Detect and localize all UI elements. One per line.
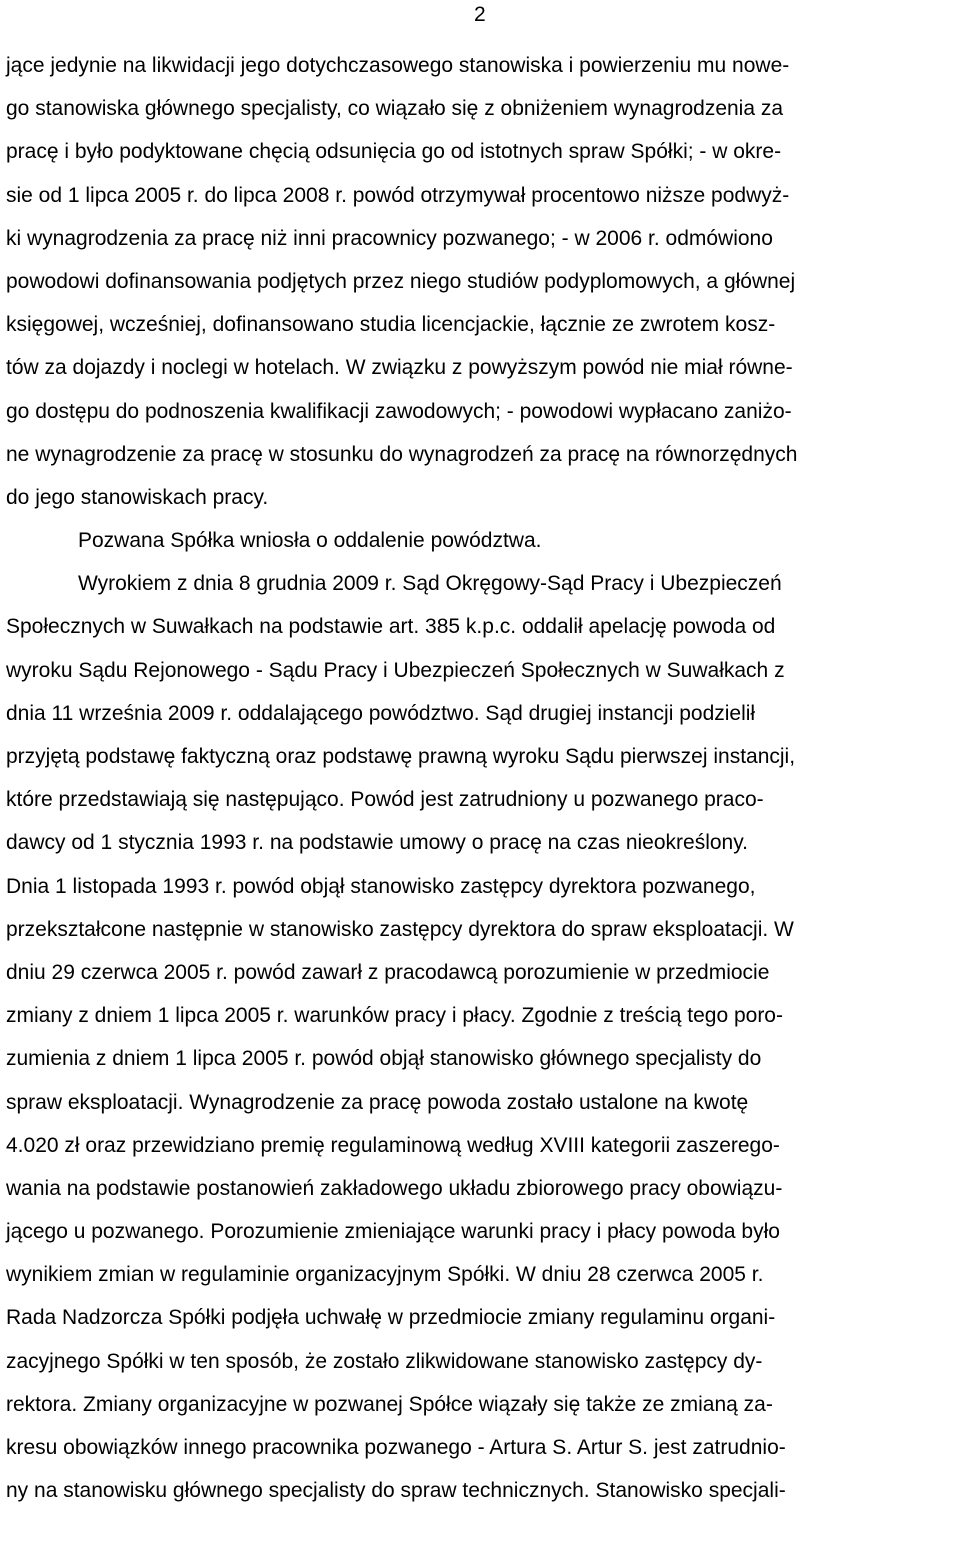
text-line: dnia 11 września 2009 r. oddalającego powództwo. Sąd drugiej instancji podzielił <box>6 701 756 725</box>
page-number: 2 <box>474 3 486 26</box>
text-line: przyjętą podstawę faktyczną oraz podstawę prawną wyroku Sądu pierwszej instancji, <box>6 745 796 768</box>
text-line: zmiany z dniem 1 lipca 2005 r. warunków pracy i płacy. Zgodnie z treścią tego poro- <box>6 1004 783 1028</box>
text-line: do jego stanowiskach pracy. <box>6 485 269 509</box>
text-line: pracę i było podyktowane chęcią odsunięcia go od istotnych spraw Spółki; - w okre- <box>6 140 782 164</box>
text-line: Dnia 1 listopada 1993 r. powód objął stanowisko zastępcy dyrektora pozwanego, <box>6 874 756 898</box>
text-line: wania na podstawie postanowień zakładowego układu zbiorowego pracy obowiązu- <box>6 1176 783 1200</box>
text-line: Pozwana Spółka wniosła o oddalenie powództwa. <box>78 529 542 553</box>
text-line: jącego u pozwanego. Porozumienie zmieniające warunki pracy i płacy powoda było <box>6 1220 780 1244</box>
text-line: księgowej, wcześniej, dofinansowano studia licencjackie, łącznie ze zwrotem kosz- <box>6 313 776 337</box>
text-line: go stanowiska głównego specjalisty, co wiązało się z obniżeniem wynagrodzenia za <box>6 97 784 121</box>
text-line: wynikiem zmian w regulaminie organizacyjnym Spółki. W dniu 28 czerwca 2005 r. <box>6 1263 764 1287</box>
text-line: zacyjnego Spółki w ten sposób, że zostało zlikwidowane stanowisko zastępcy dy- <box>6 1349 763 1373</box>
text-line: sie od 1 lipca 2005 r. do lipca 2008 r. powód otrzymywał procentowo niższe podwyż- <box>6 183 790 207</box>
text-line: ny na stanowisku głównego specjalisty do spraw technicznych. Stanowisko specjali- <box>6 1479 786 1503</box>
text-line: ki wynagrodzenia za pracę niż inni pracownicy pozwanego; - w 2006 r. odmówiono <box>6 226 773 250</box>
text-line: Rada Nadzorcza Spółki podjęła uchwałę w przedmiocie zmiany regulaminu organi- <box>6 1306 776 1330</box>
document-body <box>6 44 958 1512</box>
text-line: kresu obowiązków innego pracownika pozwanego - Artura S. Artur S. jest zatrudnio- <box>6 1436 786 1459</box>
text-line: powodowi dofinansowania podjętych przez niego studiów podyplomowych, a głównej <box>6 269 796 293</box>
text-line: tów za dojazdy i noclegi w hotelach. W związku z powyższym powód nie miał równe- <box>6 356 793 380</box>
text-line: dawcy od 1 stycznia 1993 r. na podstawie umowy o pracę na czas nieokreślony. <box>6 831 749 855</box>
text-line: ne wynagrodzenie za pracę w stosunku do wynagrodzeń za pracę na równorzędnych <box>6 442 798 466</box>
text-line: Społecznych w Suwałkach na podstawie art. 385 k.p.c. oddalił apelację powoda od <box>6 615 776 639</box>
text-line: dniu 29 czerwca 2005 r. powód zawarł z pracodawcą porozumienie w przedmiocie <box>6 960 770 984</box>
text-line: go dostępu do podnoszenia kwalifikacji zawodowych; - powodowi wypłacano zaniżo- <box>6 399 792 423</box>
text-line: przekształcone następnie w stanowisko zastępcy dyrektora do spraw eksploatacji. W <box>6 917 794 941</box>
text-line: wyroku Sądu Rejonowego - Sądu Pracy i Ubezpieczeń Społecznych w Suwałkach z <box>6 658 785 682</box>
text-line: rektora. Zmiany organizacyjne w pozwanej Spółce wiązały się także ze zmianą za- <box>6 1392 773 1416</box>
text-line: 4.020 zł oraz przewidziano premię regulaminową według XVIII kategorii zaszerego- <box>6 1133 780 1157</box>
text-line: jące jedynie na likwidacji jego dotychczasowego stanowiska i powierzeniu mu nowe- <box>6 54 790 77</box>
text-line: Wyrokiem z dnia 8 grudnia 2009 r. Sąd Okręgowy-Sąd Pracy i Ubezpieczeń <box>78 572 782 596</box>
text-line: które przedstawiają się następująco. Powód jest zatrudniony u pozwanego praco- <box>6 788 764 812</box>
text-line: spraw eksploatacji. Wynagrodzenie za pracę powoda zostało ustalone na kwotę <box>6 1090 749 1114</box>
text-line: zumienia z dniem 1 lipca 2005 r. powód objął stanowisko głównego specjalisty do <box>6 1047 762 1071</box>
